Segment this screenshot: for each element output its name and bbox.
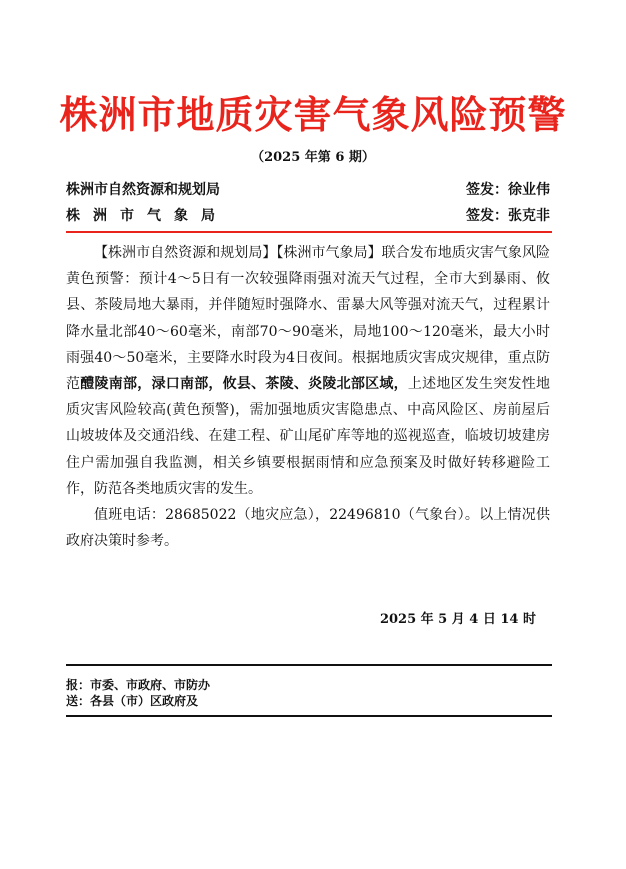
warning-paragraph xyxy=(66,240,550,502)
signer-1: 签发：徐业伟 xyxy=(466,182,550,198)
warning-key-areas: 醴陵南部，渌口南部，攸县、茶陵、炎陵北部区域， xyxy=(80,376,408,393)
issuer-row-1 xyxy=(66,179,550,199)
issue-datetime: 2025 年 5 月 4 日 14 时 xyxy=(379,612,536,627)
report-to-line: 报：市委、市政府、市防办 xyxy=(66,678,211,692)
issuer-org-1: 株洲市自然资源和规划局 xyxy=(66,182,220,198)
footer-top-rule xyxy=(66,664,552,666)
red-divider xyxy=(66,231,552,233)
document-title: 株洲市地质灾害气象风险预警 xyxy=(59,92,567,137)
footer-bottom-rule xyxy=(66,715,552,717)
signer-2: 签发：张克非 xyxy=(466,208,550,224)
issue-number: （2025 年第 6 期） xyxy=(251,150,375,165)
warning-body xyxy=(66,240,550,554)
warning-text-part-1: 【株洲市自然资源和规划局】【株洲市气象局】联合发布地质灾害气象风险黄色预警：预计4～5日有一次较强降雨强对流天气过程，全市大到暴雨、攸县、茶陵局地大暴雨，并伴随短时强降水、雷暴大风等强对流天气，过程累计降水量北部40～60毫米，南部70～90毫米，局地100～120毫米，最大小时雨强40～50毫米，主要降水时段为4日夜间。根据地质灾害成灾规律，重点防范 xyxy=(66,245,550,393)
send-to-line: 送：各县（市）区政府及 xyxy=(66,694,199,708)
issuer-row-2 xyxy=(66,205,550,225)
duty-phone-paragraph: 值班电话：28685022（地灾应急），22496810（气象台）。以上情况供政府决策时参考。 xyxy=(66,507,550,550)
warning-text-part-2: 上述地区发生突发性地质灾害风险较高(黄色预警)，需加强地质灾害隐患点、中高风险区、房前屋后山坡坡体及交通沿线、在建工程、矿山尾矿库等地的巡视巡查，临坡切坡建房住户需加强自我监测，相关乡镇要根据雨情和应急预案及时做好转移避险工作，防范各类地质灾害的发生。 xyxy=(66,376,551,497)
issuer-org-2: 株洲市气象局 xyxy=(66,208,228,224)
